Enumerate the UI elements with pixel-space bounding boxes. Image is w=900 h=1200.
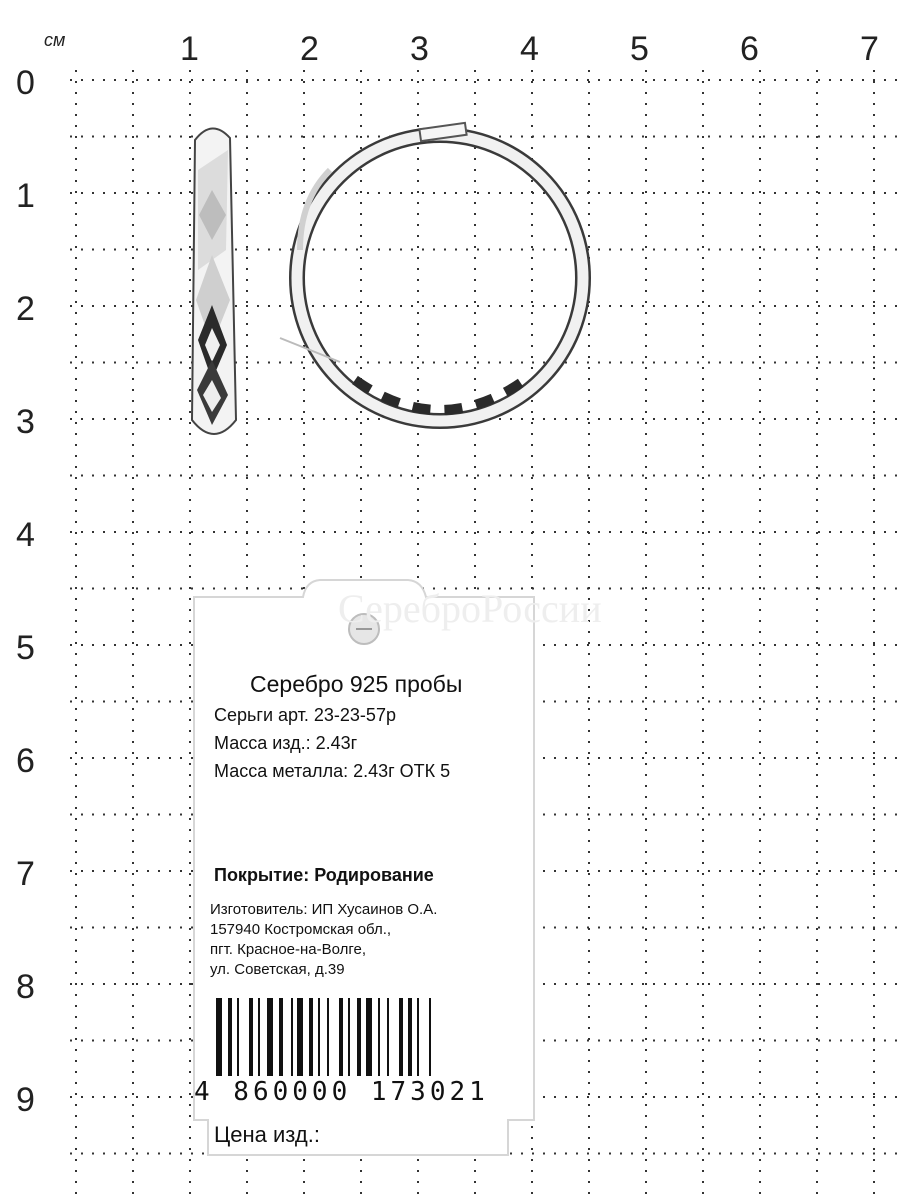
manufacturer-line: 157940 Костромская обл., [210,921,392,938]
ruler-top-number: 2 [300,30,319,68]
barcode-bar [408,998,412,1076]
ruler-top-number: 3 [410,30,429,68]
barcode-digits: 4 860000 173021 [194,1077,489,1107]
barcode-bar [228,998,232,1076]
manufacturer-line: Изготовитель: ИП Хусаинов О.А. [210,901,438,918]
barcode [216,998,506,1078]
barcode-bar [387,998,389,1076]
earring-side-view [192,128,236,434]
barcode-bar [237,998,239,1076]
ruler-left-number: 7 [16,855,35,893]
ruler-left-number: 1 [16,177,35,215]
ruler-top-number: 6 [740,30,759,68]
tag-mass-item: Масса изд.: 2.43г [214,733,358,753]
barcode-bar [291,998,293,1076]
ruler-top-number: 4 [520,30,539,68]
ruler-left-number: 0 [16,64,35,102]
ruler-top-number: 5 [630,30,649,68]
barcode-bar [216,998,222,1076]
ruler-left-number: 3 [16,403,35,441]
ruler-left-number: 5 [16,629,35,667]
manufacturer-line: пгт. Красное-на-Волге, [210,941,367,958]
barcode-bar [348,998,350,1076]
tag-mass-metal: Масса металла: 2.43г ОТК 5 [214,761,451,781]
tag-coating: Покрытие: Родирование [214,865,434,885]
ruler-left-number: 4 [16,516,35,554]
manufacturer-line: ул. Советская, д.39 [210,961,345,978]
ruler-left-number: 9 [16,1081,35,1119]
barcode-bar [327,998,329,1076]
barcode-bar [378,998,380,1076]
ruler-left-number: 6 [16,742,35,780]
barcode-bar [309,998,313,1076]
barcode-bar [366,998,372,1076]
barcode-bar [249,998,253,1076]
tag-article: Серьги арт. 23-23-57р [214,705,396,725]
barcode-bar [297,998,303,1076]
price-tag [188,575,602,1165]
unit-label: см [44,30,66,50]
barcode-bar [279,998,283,1076]
ruler-left-number: 8 [16,968,35,1006]
barcode-bar [267,998,273,1076]
tag-title: Серебро 925 пробы [250,671,463,697]
barcode-bar [357,998,361,1076]
watermark-text: СереброРоссии [338,586,602,631]
barcode-bar [339,998,343,1076]
ruler-top-number: 7 [860,30,879,68]
ruler-left-number: 2 [16,290,35,328]
barcode-bar [399,998,403,1076]
barcode-bar [417,998,419,1076]
barcode-bar [429,998,431,1076]
price-label: Цена изд.: [214,1122,320,1147]
barcode-bar [258,998,260,1076]
earring-hoop [280,123,583,421]
barcode-bar [318,998,320,1076]
ruler-top-number: 1 [180,30,199,68]
